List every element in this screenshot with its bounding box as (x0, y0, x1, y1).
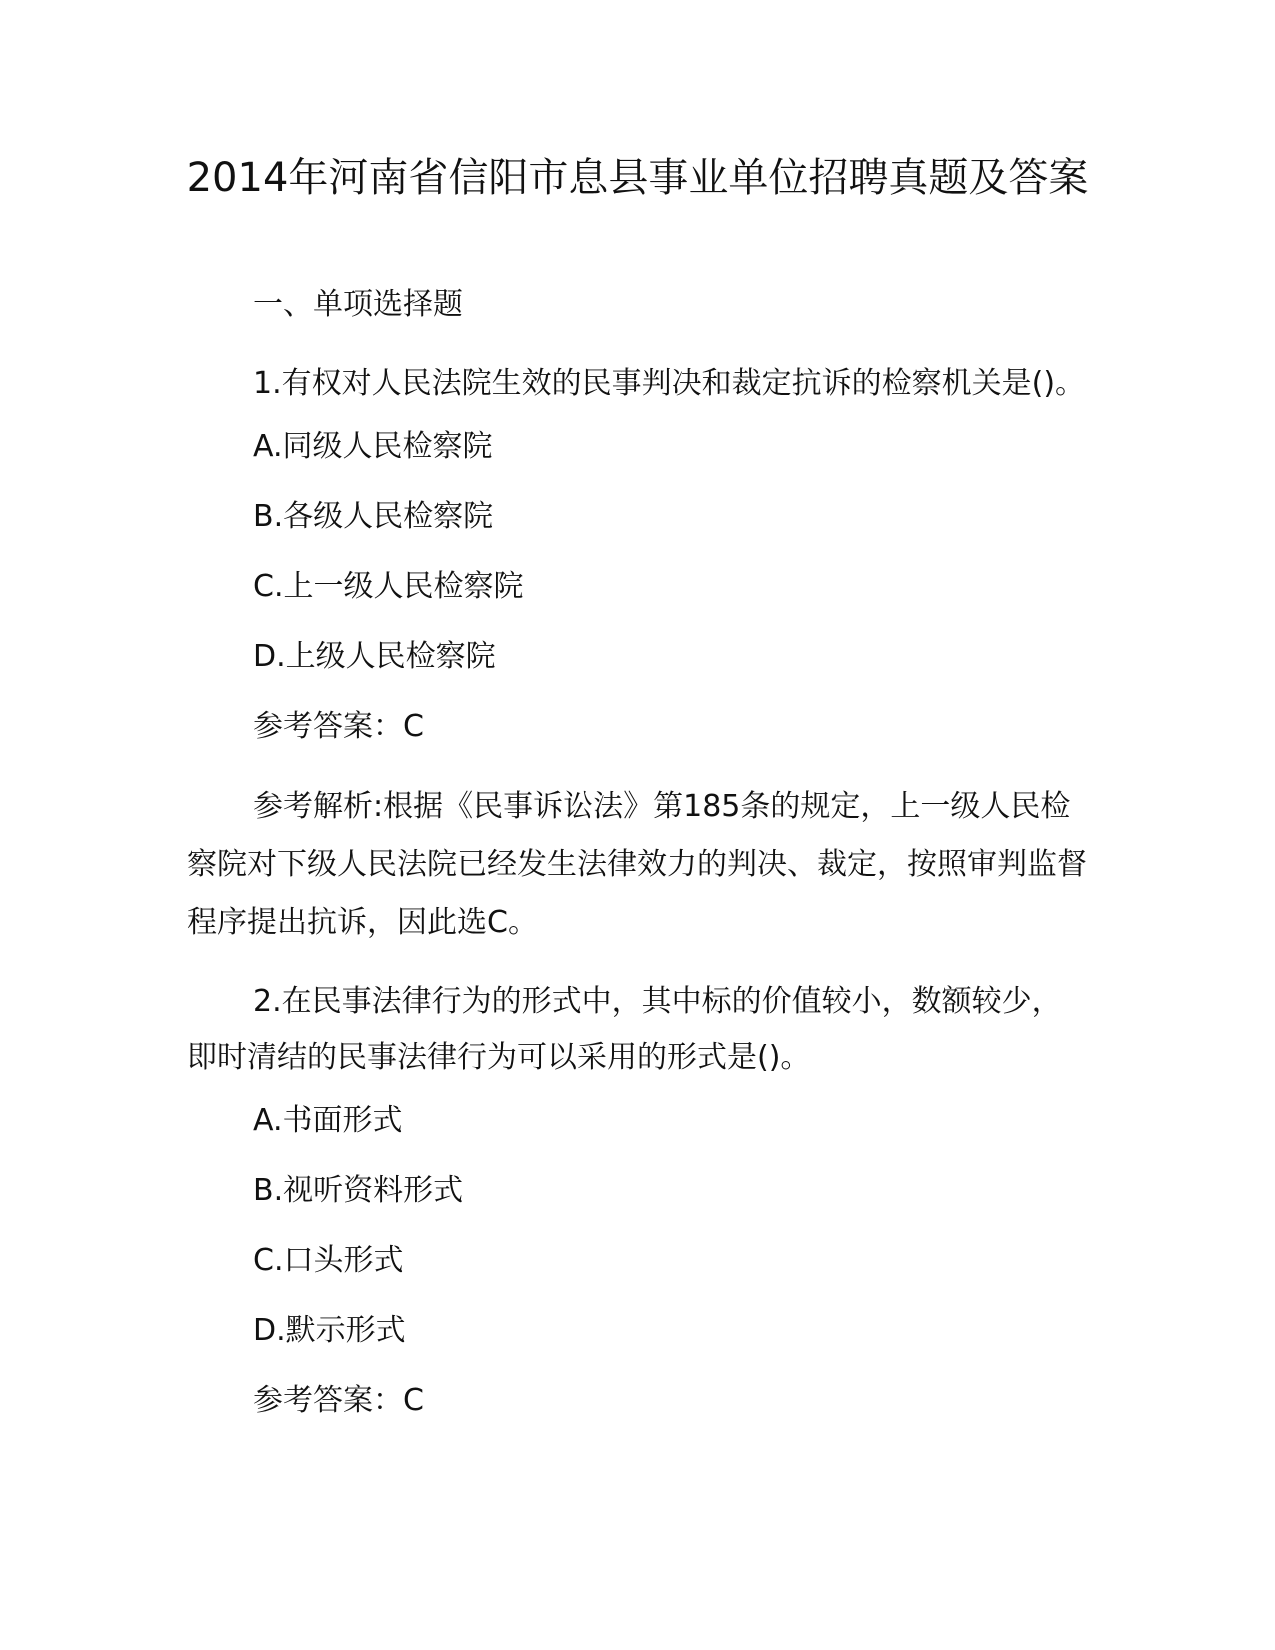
question-2-option-c: C.口头形式 (253, 1243, 404, 1278)
question-1-answer: 参考答案：C (253, 709, 424, 744)
question-2-option-b: B.视听资料形式 (253, 1173, 464, 1208)
question-1-stem: 1.有权对人民法院生效的民事判决和裁定抗诉的检察机关是()。 (253, 366, 1086, 401)
question-2-option-a: A.书面形式 (253, 1103, 403, 1138)
question-1-option-d: D.上级人民检察院 (253, 639, 496, 674)
question-1-option-a: A.同级人民检察院 (253, 429, 493, 464)
question-2-option-d: D.默示形式 (253, 1313, 406, 1348)
question-2-stem: 2.在民事法律行为的形式中，其中标的价值较小，数额较少，即时清结的民事法律行为可以采用的形式是()。 (187, 984, 1062, 1075)
question-1-analysis: 参考解析:根据《民事诉讼法》第185条的规定，上一级人民检察院对下级人民法院已经发生法律效力的判决、裁定，按照审判监督程序提出抗诉，因此选C。 (187, 789, 1087, 940)
question-2-answer: 参考答案：C (253, 1383, 424, 1418)
document-title: 2014年河南省信阳市息县事业单位招聘真题及答案 (186, 155, 1089, 201)
question-1-option-b: B.各级人民检察院 (253, 499, 494, 534)
document-body (187, 286, 1087, 1452)
question-1-option-c: C.上一级人民检察院 (253, 569, 524, 604)
section-heading: 一、单项选择题 (253, 287, 463, 322)
